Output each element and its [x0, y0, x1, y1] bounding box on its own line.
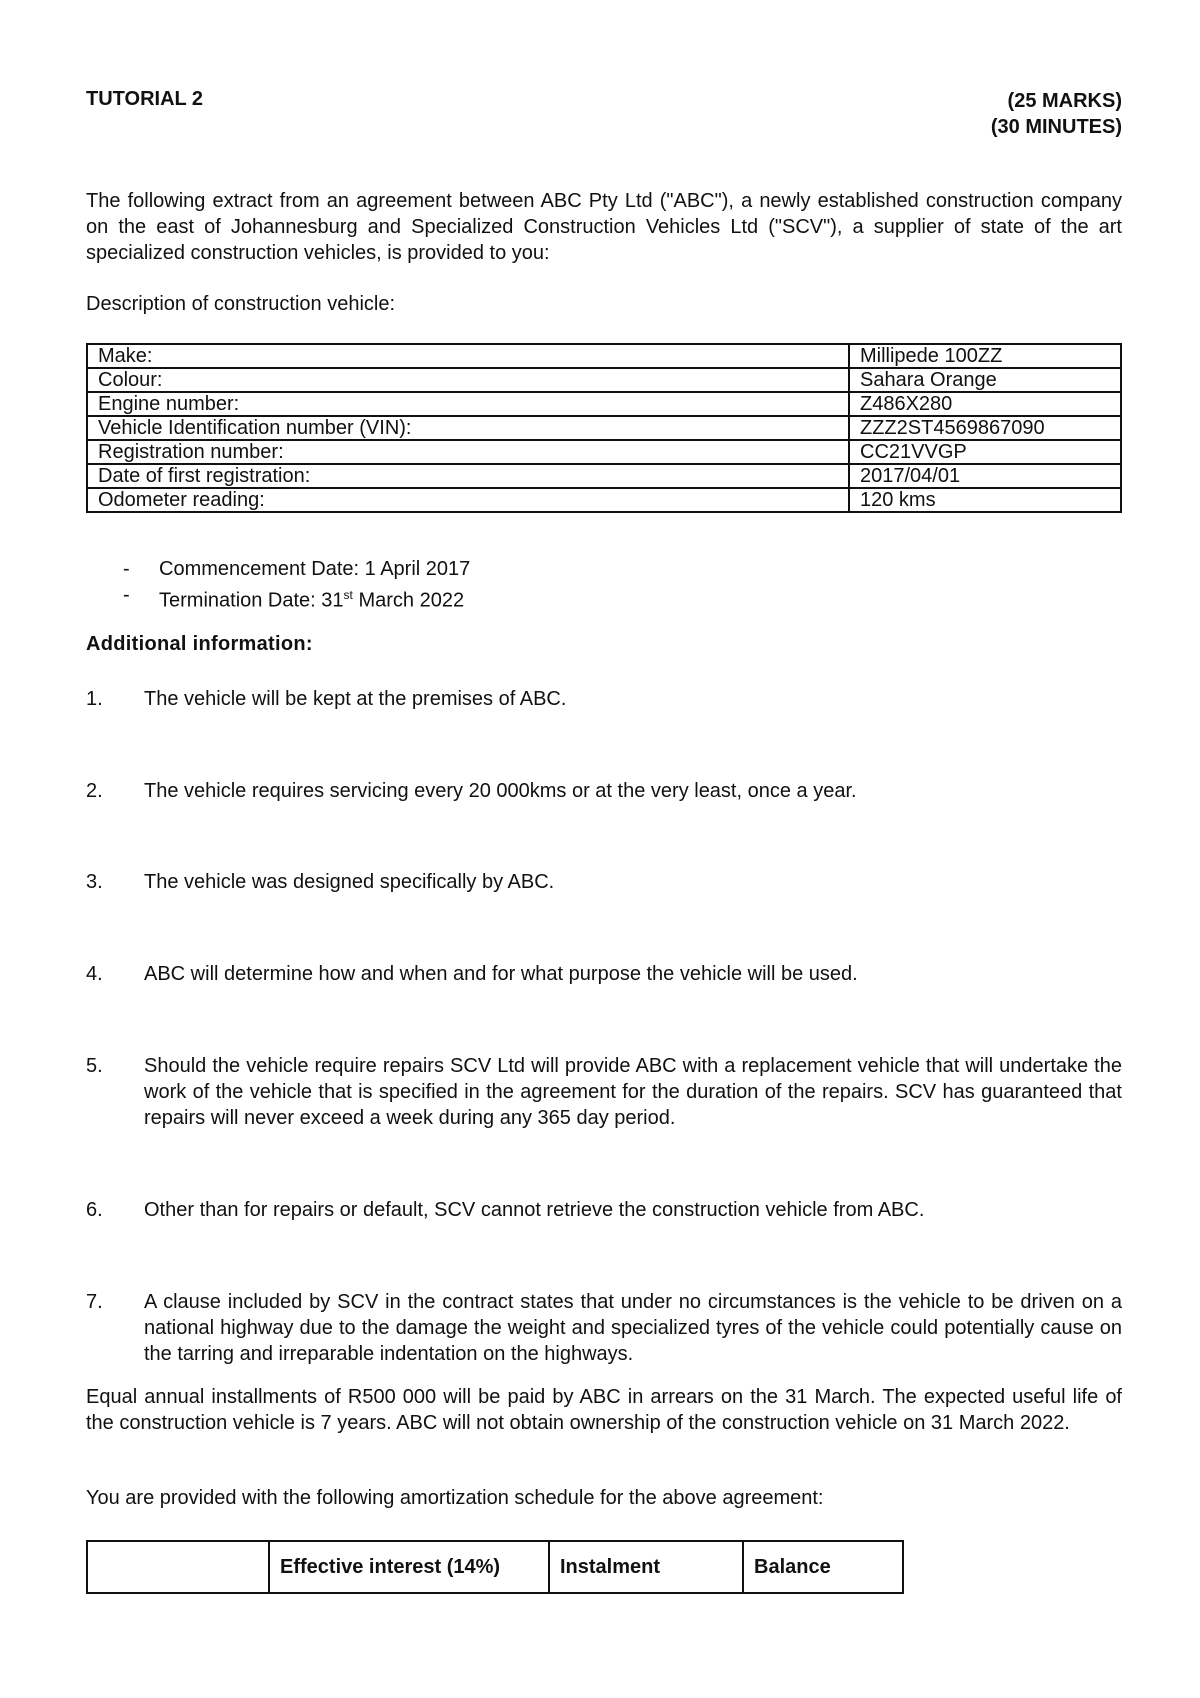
row-value: ZZZ2ST4569867090 — [849, 416, 1121, 440]
additional-info-heading: Additional information: — [86, 633, 313, 655]
schedule-intro: You are provided with the following amortization schedule for the above agreement: — [86, 1487, 824, 1509]
tutorial-title: TUTORIAL 2 — [86, 88, 204, 110]
item-number: 4. — [86, 963, 103, 985]
list-item — [86, 869, 1122, 895]
table-row — [87, 488, 1121, 512]
item-number: 3. — [86, 871, 103, 893]
item-number: 7. — [86, 1291, 103, 1313]
closing-paragraph: Equal annual installments of R500 000 will be paid by ABC in arrears on the 31 March. The expected useful life of the construction vehicle is 7 years. ABC will not obtain ownership of the construction vehicle on 31 March 2022. — [86, 1386, 1122, 1434]
table-row — [87, 440, 1121, 464]
header-cell-balance: Balance — [743, 1541, 903, 1593]
table-row — [87, 344, 1121, 368]
list-item — [86, 961, 1122, 987]
commencement-text: Commencement Date: 1 April 2017 — [159, 558, 471, 580]
list-item — [86, 686, 1122, 712]
item-number: 1. — [86, 688, 103, 710]
dates-list — [123, 556, 470, 614]
row-label: Vehicle Identification number (VIN): — [87, 416, 849, 440]
marks-label: (25 MARKS) — [1007, 90, 1122, 112]
row-label: Odometer reading: — [87, 488, 849, 512]
table-row — [87, 464, 1121, 488]
list-item — [86, 1053, 1122, 1131]
vehicle-table — [86, 343, 1122, 513]
intro-paragraph: The following extract from an agreement between ABC Pty Ltd ("ABC"), a newly established construction company on the east of Johannesburg and Specialized Construction Vehicles Ltd ("SCV"), a supplier of state of the art specialized construction vehicles, is provided to you: — [86, 190, 1122, 264]
bullet-dash: - — [123, 558, 130, 580]
item-text: The vehicle was designed specifically by ABC. — [144, 871, 555, 893]
row-value: 2017/04/01 — [849, 464, 1121, 488]
termination-date — [123, 582, 470, 614]
list-item — [86, 1197, 1122, 1223]
row-label: Date of first registration: — [87, 464, 849, 488]
header-cell-interest: Effective interest (14%) — [269, 1541, 549, 1593]
termination-prefix: Termination Date: 31 — [159, 589, 344, 612]
row-label: Make: — [87, 344, 849, 368]
row-value: 120 kms — [849, 488, 1121, 512]
table-row — [87, 368, 1121, 392]
row-value: Sahara Orange — [849, 368, 1121, 392]
row-label: Engine number: — [87, 392, 849, 416]
header-cell-instalment: Instalment — [549, 1541, 743, 1593]
item-text: Other than for repairs or default, SCV cannot retrieve the construction vehicle from ABC. — [144, 1199, 925, 1221]
commencement-date — [123, 556, 470, 582]
table-row — [87, 392, 1121, 416]
marks-block — [991, 88, 1122, 140]
list-item — [86, 778, 1122, 804]
item-number: 5. — [86, 1055, 103, 1077]
termination-superscript: st — [343, 588, 353, 602]
termination-suffix: March 2022 — [352, 589, 465, 612]
row-label: Colour: — [87, 368, 849, 392]
amortization-table — [86, 1540, 904, 1594]
minutes-label: (30 MINUTES) — [990, 116, 1122, 138]
item-text: The vehicle requires servicing every 20 000kms or at the very least, once a year. — [144, 780, 857, 802]
row-value: CC21VVGP — [849, 440, 1121, 464]
row-label: Registration number: — [87, 440, 849, 464]
item-text: Should the vehicle require repairs SCV Ltd will provide ABC with a replacement vehicle that will undertake the work of the vehicle that is specified in the agreement for the duration of the repairs. SCV has guaranteed that repairs will never exceed a week during any 365 day period. — [144, 1055, 1122, 1129]
item-text: The vehicle will be kept at the premises of ABC. — [144, 688, 567, 710]
header-cell-blank — [87, 1541, 269, 1593]
list-item — [86, 1289, 1122, 1367]
item-text: A clause included by SCV in the contract states that under no circumstances is the vehicle to be driven on a national highway due to the damage the weight and specialized tyres of the vehicle could potentially cause on the tarring and irreparable indentation on the highways. — [144, 1291, 1122, 1365]
description-label: Description of construction vehicle: — [86, 293, 396, 315]
row-value: Millipede 100ZZ — [849, 344, 1121, 368]
item-number: 2. — [86, 780, 103, 802]
item-text: ABC will determine how and when and for what purpose the vehicle will be used. — [144, 963, 858, 985]
table-row — [87, 416, 1121, 440]
row-value: Z486X280 — [849, 392, 1121, 416]
table-header-row — [87, 1541, 903, 1593]
item-number: 6. — [86, 1199, 103, 1221]
bullet-dash: - — [123, 584, 130, 606]
